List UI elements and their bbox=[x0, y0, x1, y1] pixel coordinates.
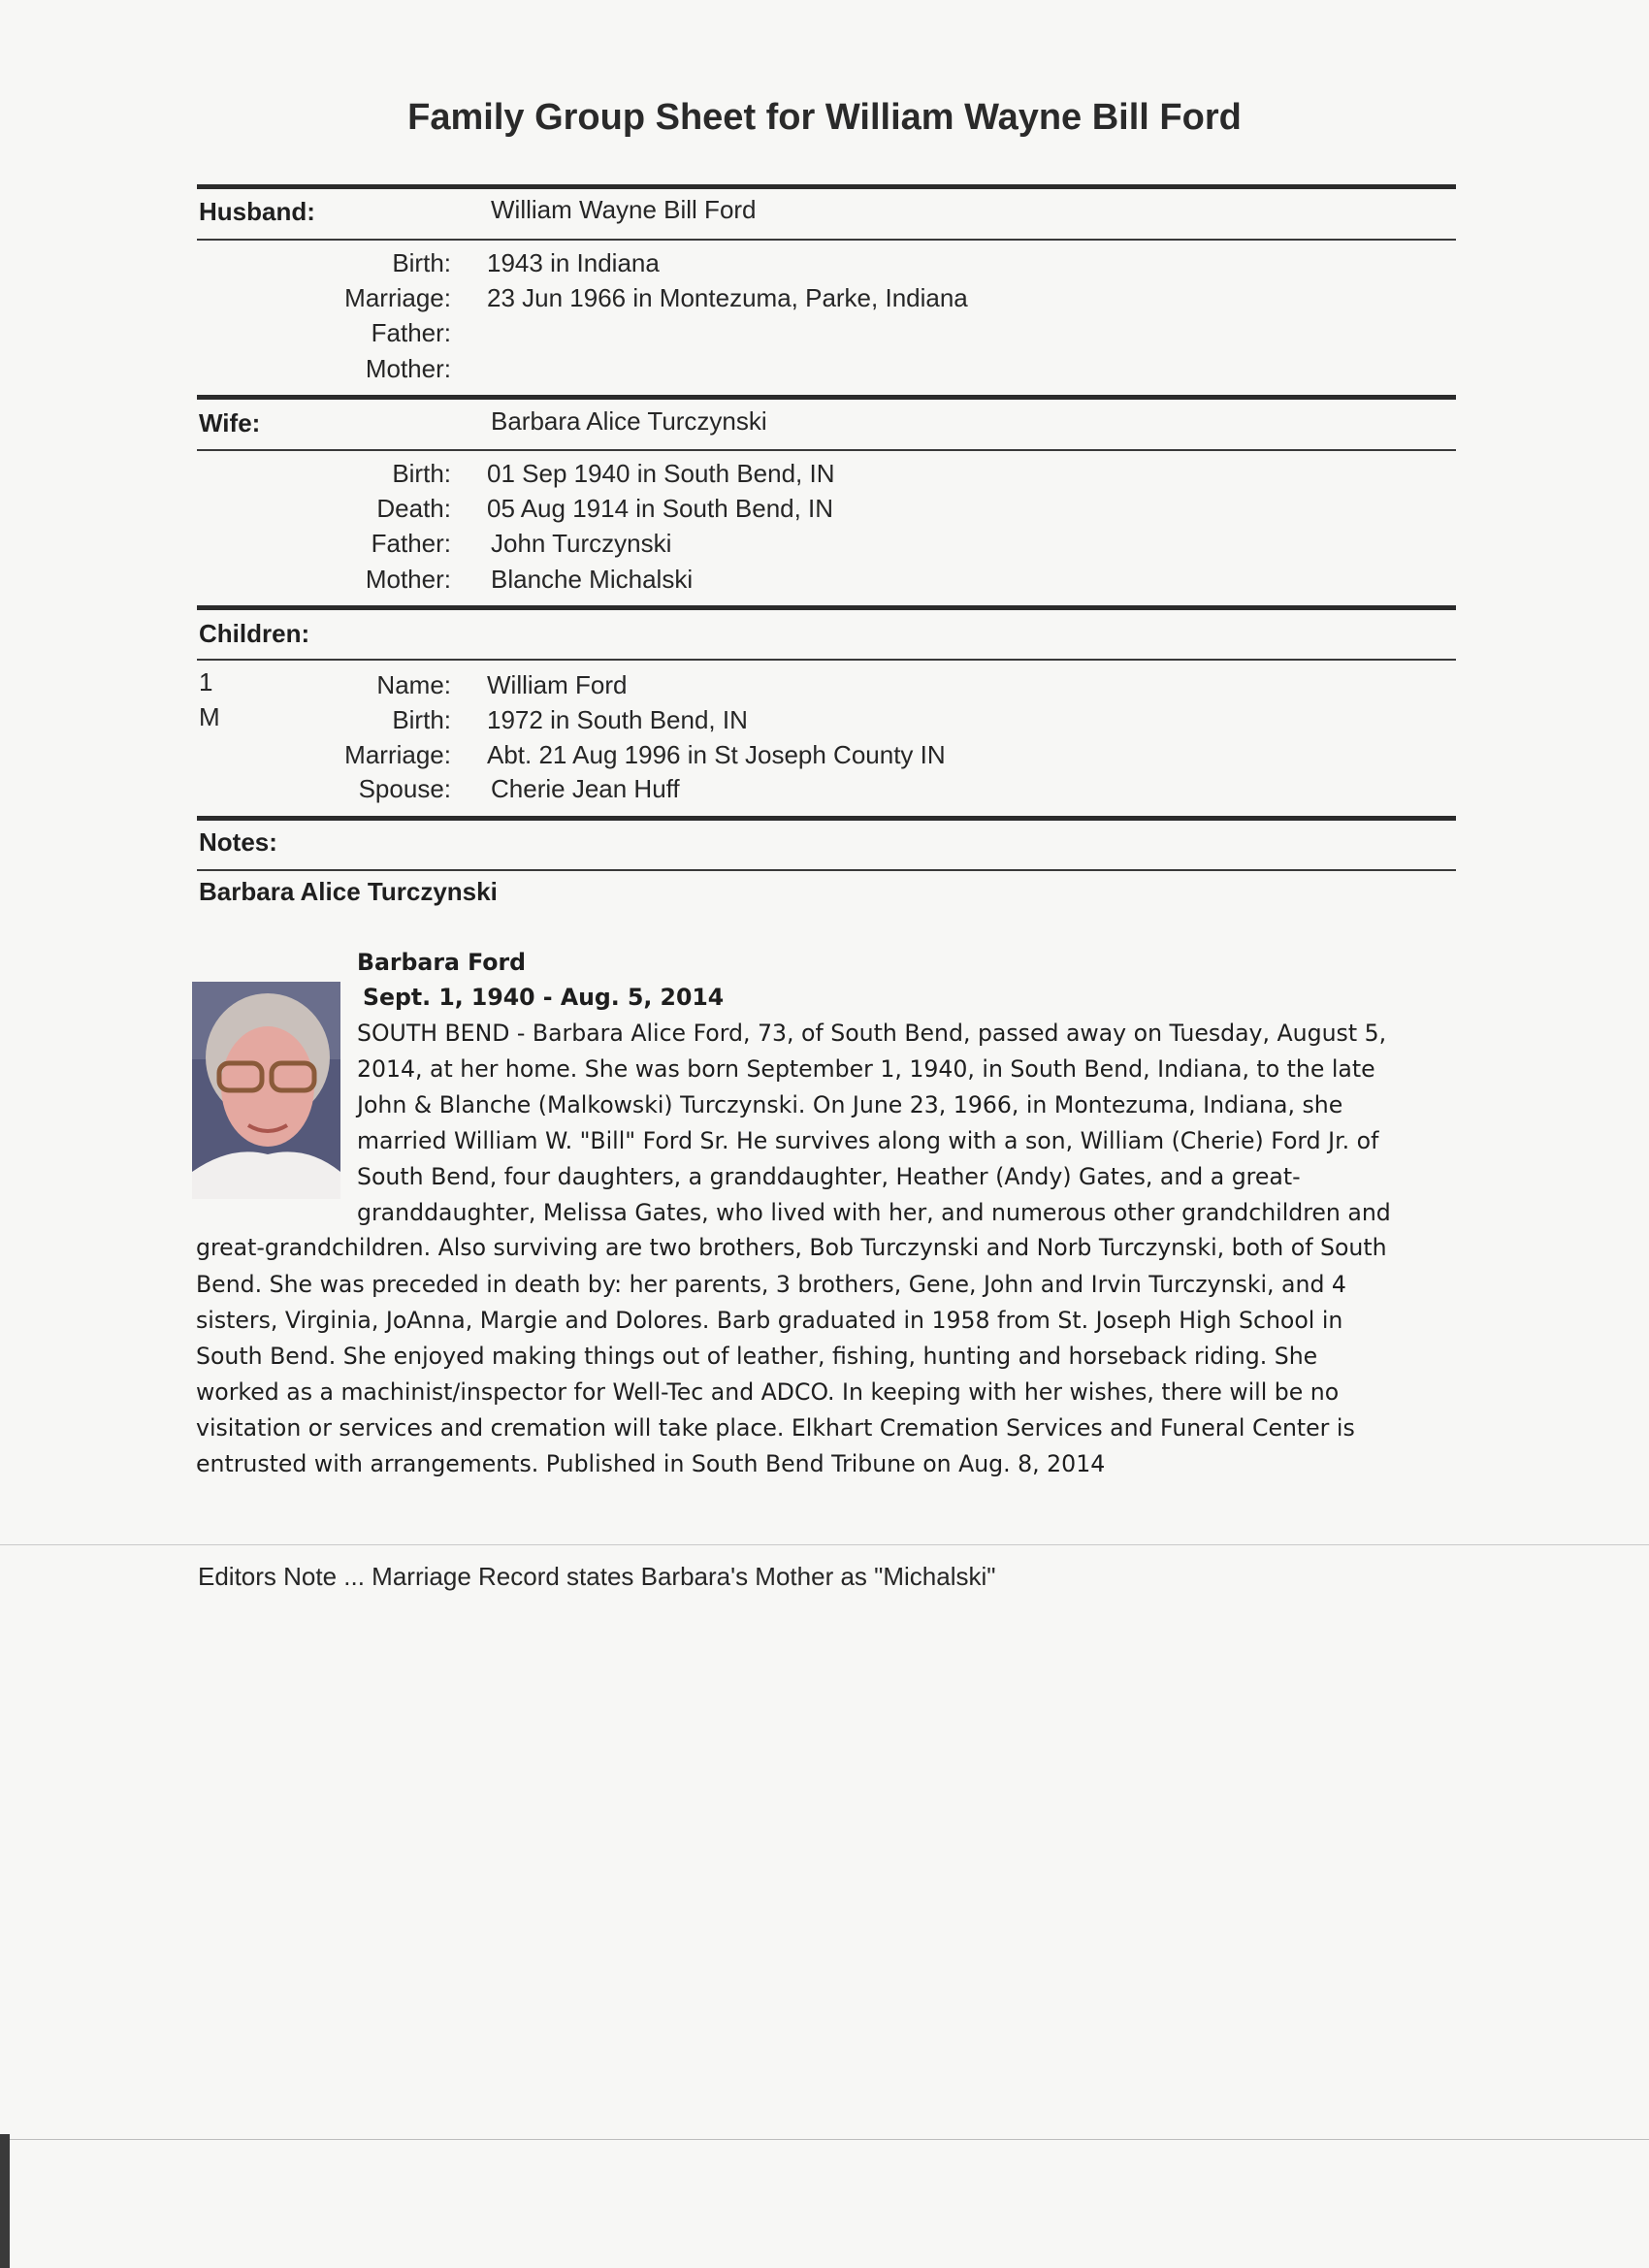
obituary-line: Bend. She was preceded in death by: her parents, 3 brothers, Gene, John and Irvin Turczynski, and 4 bbox=[196, 1271, 1346, 1298]
section-divider bbox=[197, 605, 1456, 610]
notes-label: Notes: bbox=[199, 827, 277, 857]
section-divider bbox=[197, 659, 1456, 661]
child-number: 1 bbox=[199, 667, 213, 697]
section-divider bbox=[197, 239, 1456, 241]
obituary-name: Barbara Ford bbox=[357, 949, 527, 976]
wife-death-label: Death: bbox=[376, 494, 451, 523]
obituary-line: visitation or services and cremation will take place. Elkhart Cremation Services and Funeral Center is bbox=[196, 1414, 1355, 1442]
child-marriage-value: Abt. 21 Aug 1996 in St Joseph County IN bbox=[487, 740, 946, 769]
husband-birth-label: Birth: bbox=[392, 248, 451, 277]
husband-marriage-label: Marriage: bbox=[344, 283, 451, 312]
scan-edge-shadow bbox=[0, 2134, 10, 2268]
obituary-line: 2014, at her home. She was born September 1, 1940, in South Bend, Indiana, to the late bbox=[357, 1055, 1375, 1083]
husband-name: William Wayne Bill Ford bbox=[491, 195, 757, 224]
wife-father-value: John Turczynski bbox=[491, 529, 672, 558]
obituary-line: South Bend. She enjoyed making things out of leather, fishing, hunting and horseback riding. She bbox=[196, 1343, 1318, 1370]
obituary-line: John & Blanche (Malkowski) Turczynski. On June 23, 1966, in Montezuma, Indiana, she bbox=[357, 1091, 1343, 1118]
child-marriage-label: Marriage: bbox=[344, 740, 451, 769]
child-birth-value: 1972 in South Bend, IN bbox=[487, 705, 748, 734]
editors-note: Editors Note ... Marriage Record states Barbara's Mother as "Michalski" bbox=[198, 1562, 996, 1591]
wife-mother-label: Mother: bbox=[365, 565, 451, 594]
portrait-photo bbox=[192, 982, 340, 1199]
husband-mother-label: Mother: bbox=[365, 354, 451, 383]
wife-birth-label: Birth: bbox=[392, 459, 451, 488]
obituary-dates: Sept. 1, 1940 - Aug. 5, 2014 bbox=[363, 984, 725, 1011]
obituary-line: great-grandchildren. Also surviving are two brothers, Bob Turczynski and Norb Turczynski, both of South bbox=[196, 1234, 1387, 1261]
obituary-line: sisters, Virginia, JoAnna, Margie and Dolores. Barb graduated in 1958 from St. Joseph High School in bbox=[196, 1307, 1343, 1334]
section-divider bbox=[197, 816, 1456, 821]
wife-death-value: 05 Aug 1914 in South Bend, IN bbox=[487, 494, 834, 523]
obituary-line: entrusted with arrangements. Published in South Bend Tribune on Aug. 8, 2014 bbox=[196, 1450, 1106, 1477]
obituary-line: SOUTH BEND - Barbara Alice Ford, 73, of South Bend, passed away on Tuesday, August 5, bbox=[357, 1020, 1387, 1047]
obituary-line: worked as a machinist/inspector for Well-Tec and ADCO. In keeping with her wishes, there will be no bbox=[196, 1378, 1340, 1406]
child-name-label: Name: bbox=[376, 670, 451, 699]
section-divider bbox=[197, 395, 1456, 400]
wife-name: Barbara Alice Turczynski bbox=[491, 406, 767, 436]
obituary-line: married William W. "Bill" Ford Sr. He survives along with a son, William (Cherie) Ford Jr. of bbox=[357, 1127, 1379, 1154]
section-divider bbox=[197, 449, 1456, 451]
child-sex: M bbox=[199, 702, 220, 731]
section-divider bbox=[197, 869, 1456, 871]
husband-marriage-value: 23 Jun 1966 in Montezuma, Parke, Indiana bbox=[487, 283, 968, 312]
wife-label: Wife: bbox=[199, 408, 261, 437]
wife-mother-value: Blanche Michalski bbox=[491, 565, 694, 594]
section-divider bbox=[197, 184, 1456, 189]
husband-father-label: Father: bbox=[371, 318, 451, 347]
child-spouse-value: Cherie Jean Huff bbox=[491, 774, 680, 803]
husband-birth-value: 1943 in Indiana bbox=[487, 248, 660, 277]
child-name-value: William Ford bbox=[487, 670, 628, 699]
children-label: Children: bbox=[199, 619, 310, 648]
obituary-line: South Bend, four daughters, a granddaughter, Heather (Andy) Gates, and a great- bbox=[357, 1163, 1301, 1190]
page-title: Family Group Sheet for William Wayne Bill Ford bbox=[407, 97, 1242, 138]
paper-seam bbox=[0, 1544, 1649, 1545]
child-birth-label: Birth: bbox=[392, 705, 451, 734]
notes-subject: Barbara Alice Turczynski bbox=[199, 877, 498, 906]
husband-label: Husband: bbox=[199, 197, 315, 226]
wife-father-label: Father: bbox=[371, 529, 451, 558]
child-spouse-label: Spouse: bbox=[358, 774, 451, 803]
obituary-line: granddaughter, Melissa Gates, who lived with her, and numerous other grandchildren and bbox=[357, 1199, 1391, 1226]
scan-edge bbox=[0, 2139, 1649, 2140]
wife-birth-value: 01 Sep 1940 in South Bend, IN bbox=[487, 459, 835, 488]
